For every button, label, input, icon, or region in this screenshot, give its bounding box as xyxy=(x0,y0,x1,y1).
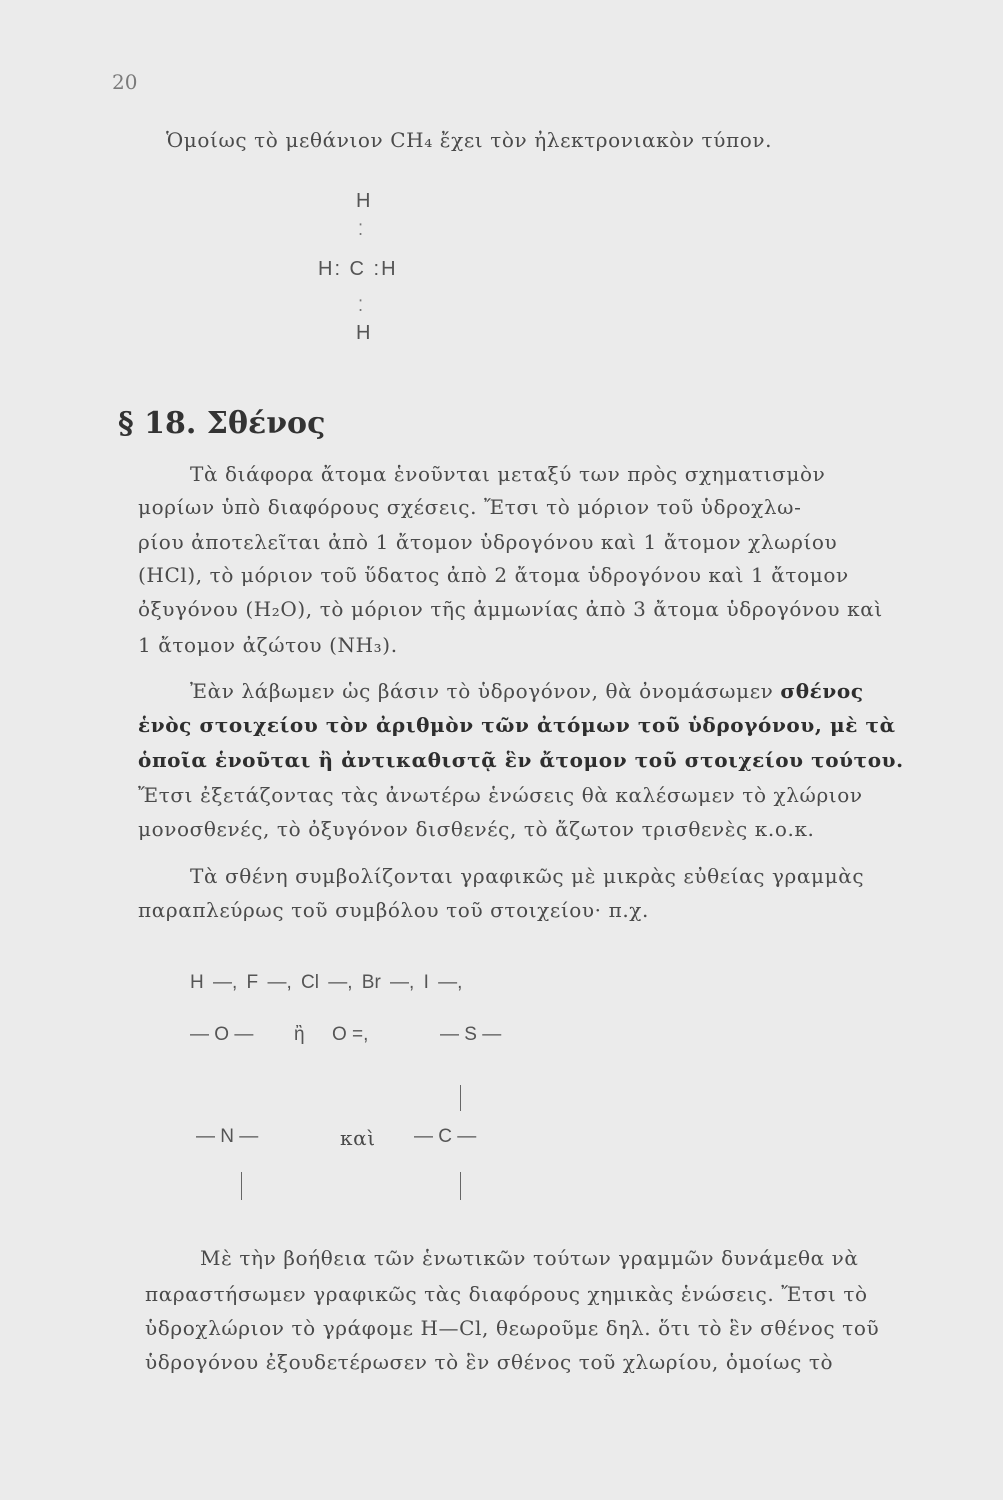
paragraph4-line: ὑδρογόνου ἐξουδετέρωσεν τὸ ἓν σθένος τοῦ χλωρίου, ὁμοίως τὸ xyxy=(145,1350,834,1374)
definition-bold-text: ἑνὸς στοιχείου τὸν ἀριθμὸν τῶν ἀτόμων τοῦ ὑδρογόνου, μὲ τὰ xyxy=(138,713,896,737)
nitrogen-bond-bottom xyxy=(241,1172,242,1200)
paragraph1-line: 1 ἄτομον ἀζώτου (NH₃). xyxy=(138,633,398,657)
lewis-middle-row: H: C :H xyxy=(318,258,398,280)
paragraph2-line: μονοσθενές, τὸ ὀξυγόνον δισθενές, τὸ ἄζωτον τρισθενὲς κ.ο.κ. xyxy=(138,817,815,841)
paragraph1-line: (HCl), τὸ μόριον τοῦ ὕδατος ἀπὸ 2 ἄτομα ὑδρογόνου καὶ 1 ἄτομον xyxy=(138,563,849,587)
section-number: § 18. xyxy=(118,406,197,441)
carbon-bond-top xyxy=(460,1085,461,1111)
formula-and: καὶ xyxy=(340,1126,376,1150)
paragraph2-definition-line xyxy=(138,748,904,772)
carbon-bond-bottom xyxy=(460,1172,461,1200)
paragraph4-line: ὑδροχλώριον τὸ γράφομε H—Cl, θεωροῦμε δηλ. ὅτι τὸ ἓν σθένος τοῦ xyxy=(145,1316,880,1340)
formula-carbon: — C — xyxy=(414,1126,477,1147)
lewis-h-top: H xyxy=(356,190,371,212)
formula-nitrogen: — N — xyxy=(196,1126,259,1147)
formula-sulfur: — S — xyxy=(440,1024,502,1045)
paragraph4-line: Μὲ τὴν βοήθεια τῶν ἑνωτικῶν τούτων γραμμῶν δυνάμεθα νὰ xyxy=(200,1246,859,1270)
section-title: Σθένος xyxy=(206,406,326,441)
paragraph1-line: ρίου ἀποτελεῖται ἀπὸ 1 ἄτομον ὑδρογόνου καὶ 1 ἄτομον χλωρίου xyxy=(138,530,838,554)
formula-or: ἢ xyxy=(294,1024,305,1045)
paragraph3-line: Τὰ σθένη συμβολίζονται γραφικῶς μὲ μικρὰς εὐθείας γραμμὰς xyxy=(190,864,865,888)
definition-bold-text: ὁποῖα ἑνοῦται ἢ ἀντικαθιστᾷ ἓν ἄτομον τοῦ στοιχείου τούτου. xyxy=(138,748,904,772)
electron-pair-bottom: ⁚ xyxy=(358,296,364,315)
formula-row-monovalent: H —, F —, Cl —, Br —, I —, xyxy=(190,972,463,993)
paragraph1-line: μορίων ὑπὸ διαφόρους σχέσεις. Ἔτσι τὸ μόριον τοῦ ὑδροχλω- xyxy=(138,495,802,519)
paragraph1-line: ὀξυγόνου (H₂O), τὸ μόριον τῆς ἀμμωνίας ἀπὸ 3 ἄτομα ὑδρογόνου καὶ xyxy=(138,597,883,621)
section-heading xyxy=(118,406,325,441)
page-number: 20 xyxy=(112,70,138,94)
paragraph1-line: Τὰ διάφορα ἄτομα ἑνοῦνται μεταξύ των πρὸς σχηματισμὸν xyxy=(190,462,826,486)
term-valence: σθένος xyxy=(780,679,864,703)
paragraph2-line1 xyxy=(190,679,864,703)
paragraph4-line: παραστήσωμεν γραφικῶς τὰς διαφόρους χημικὰς ἑνώσεις. Ἔτσι τὸ xyxy=(145,1282,868,1306)
paragraph3-line: παραπλεύρως τοῦ συμβόλου τοῦ στοιχείου· π.χ. xyxy=(138,898,649,922)
formula-oxygen-single: — O — xyxy=(190,1024,254,1045)
electron-pair-top: ⁚ xyxy=(358,220,364,239)
paragraph2-line: Ἔτσι ἐξετάζοντας τὰς ἀνωτέρω ἑνώσεις θὰ καλέσωμεν τὸ χλώριον xyxy=(138,783,863,807)
formula-oxygen-double: O =, xyxy=(332,1024,369,1045)
methane-intro: Ὁμοίως τὸ μεθάνιον CH₄ ἔχει τὸν ἠλεκτρονιακὸν τύπον. xyxy=(166,128,773,152)
paragraph2-definition-line xyxy=(138,713,896,737)
paragraph2-line1-text: Ἐὰν λάβωμεν ὡς βάσιν τὸ ὑδρογόνον, θὰ ὀνομάσωμεν xyxy=(190,679,774,703)
lewis-h-bottom: H xyxy=(356,322,371,344)
